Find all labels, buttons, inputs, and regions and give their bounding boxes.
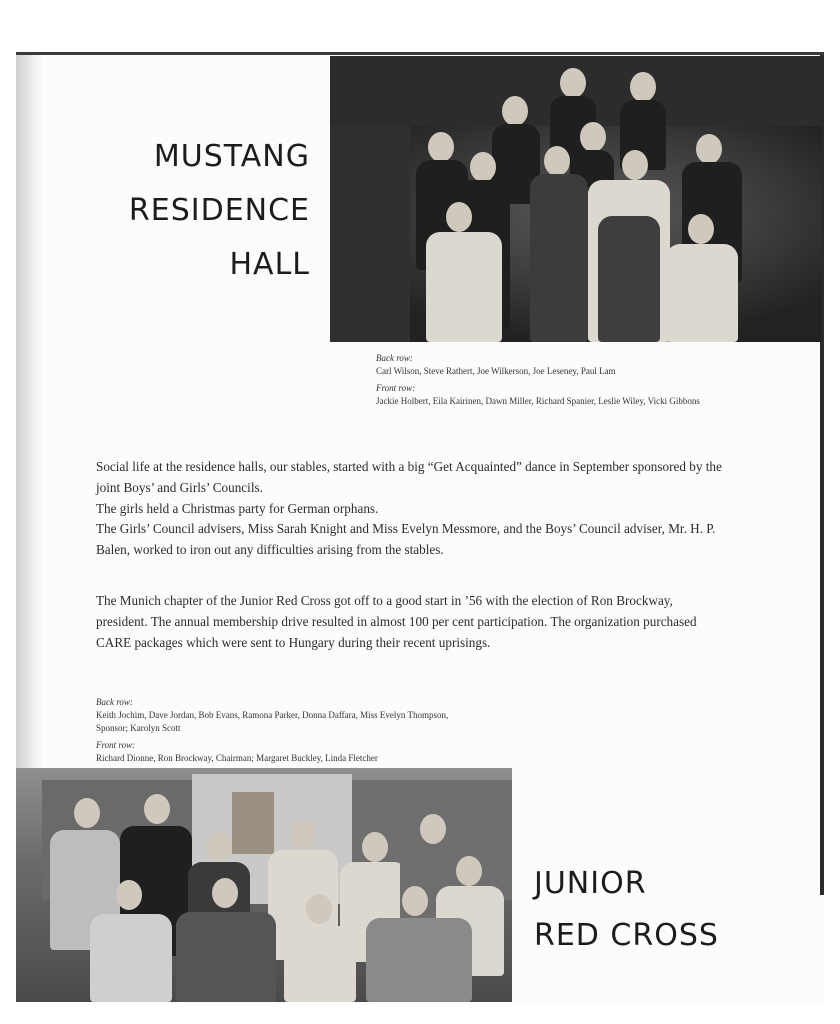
caption-back-names: Keith Jochim, Dave Jordan, Bob Evans, Ramona Parker, Donna Daffara, Miss Evelyn Thompson, Sponsor; Karolyn Scott <box>96 710 449 733</box>
red-cross-photo-caption <box>96 696 476 765</box>
red-cross-paragraph: The Munich chapter of the Junior Red Cross got off to a good start in ’56 with the election of Ron Brockway, president. The annual membership drive resulted in almost 100 per cent participation. The organization purchased CARE packages which were sent to Hungary during their recent uprisings. <box>96 593 697 650</box>
caption-front-label: Front row: <box>96 740 136 750</box>
title-line: MUSTANG <box>153 139 310 174</box>
title-line: RESIDENCE <box>128 193 310 228</box>
residence-hall-title <box>129 130 310 292</box>
caption-back-label: Back row: <box>96 697 133 707</box>
residence-hall-group-photo <box>330 56 822 342</box>
residence-paragraph-social: Social life at the residence halls, our stables, started with a big “Get Acquainted” dance in September sponsored by the joint Boys’ and Girls’ Councils. <box>96 459 722 495</box>
caption-back-names: Carl Wilson, Steve Rathert, Joe Wilkerson, Joe Leseney, Paul Lam <box>376 366 616 376</box>
caption-front-names: Richard Dionne, Ron Brockway, Chairman; Margaret Buckley, Linda Fletcher <box>96 753 378 763</box>
red-cross-title <box>534 858 719 962</box>
residence-photo-caption <box>376 352 796 408</box>
caption-front-label: Front row: <box>376 383 416 393</box>
title-line: HALL <box>229 247 310 282</box>
caption-front-names: Jackie Holbert, Eila Kairinen, Dawn Miller, Richard Spanier, Leslie Wiley, Vicki Gibbons <box>376 396 700 406</box>
title-line: JUNIOR <box>534 866 647 901</box>
caption-back-label: Back row: <box>376 353 413 363</box>
title-line: RED CROSS <box>534 918 719 953</box>
red-cross-group-photo <box>16 768 512 1002</box>
residence-paragraph-advisers: The Girls’ Council advisers, Miss Sarah Knight and Miss Evelyn Messmore, and the Boys’ Council adviser, Mr. H. P. Balen, worked to iron out any difficulties arising from the stables. <box>96 521 716 557</box>
residence-paragraph-christmas: The girls held a Christmas party for German orphans. <box>96 501 379 516</box>
